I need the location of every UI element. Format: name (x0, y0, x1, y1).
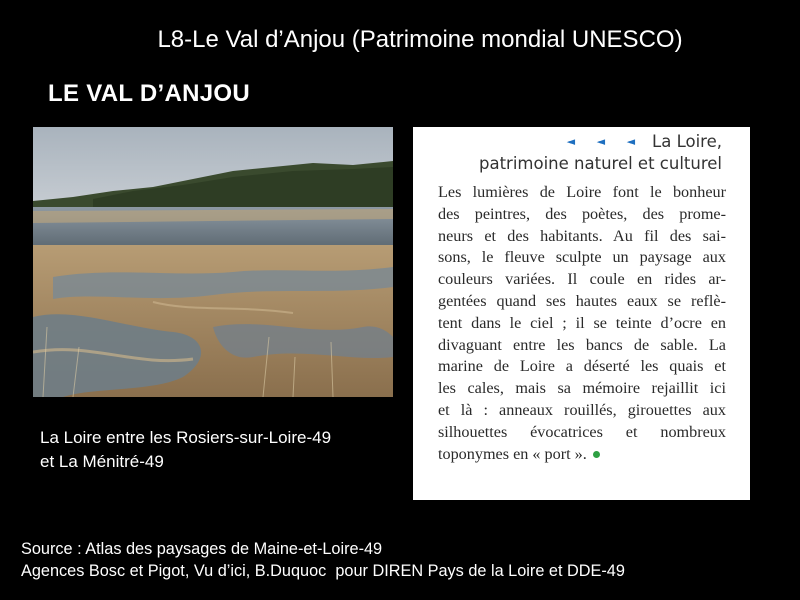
loire-photo (33, 127, 393, 397)
textbox-header-line-2: patrimoine naturel et culturel (479, 154, 722, 173)
textbox-line: Les lumières de Loire font le bonheur (438, 183, 726, 201)
caption-line-2: et La Ménitré-49 (40, 452, 164, 471)
caption-line-1: La Loire entre les Rosiers-sur-Loire-49 (40, 428, 332, 447)
textbox-line: divaguant entre les bancs de sable. La (438, 335, 726, 354)
textbox-line: les cales, mais sa mémoire rejaillit ici (438, 379, 726, 398)
textbox-line: neurs et des habitants. Au fil des sai- (438, 226, 726, 245)
textbox-line: marine de Loire a déserté les quais et (438, 357, 726, 376)
quote-textbox (413, 127, 750, 500)
slide-title: L8-Le Val d’Anjou (Patrimoine mondial UNESCO) (157, 26, 683, 53)
photo-caption (40, 426, 400, 474)
textbox-line: et là : anneaux rouillés, girouettes aux (438, 400, 726, 419)
textbox-line: sons, le fleuve sculpte un paysage aux (438, 248, 726, 267)
textbox-line-last (438, 444, 726, 466)
slide-subtitle: LE VAL D’ANJOU (48, 80, 251, 107)
source-credits (21, 538, 625, 582)
textbox-header (479, 131, 722, 175)
source-line-1: Source : Atlas des paysages de Maine-et-Loire-49 (21, 540, 383, 558)
left-arrows-icon: ◄ ◄ ◄ (566, 135, 645, 148)
textbox-body (438, 182, 726, 465)
textbox-line: gentées quand ses hautes eaux se reflè- (438, 291, 726, 310)
textbox-line-last-text: toponymes en « port ». (438, 444, 587, 463)
green-dot-icon (593, 451, 600, 458)
textbox-header-line-1: La Loire, (652, 132, 722, 151)
textbox-line: couleurs variées. Il coule en rides ar- (438, 270, 726, 289)
textbox-line: tent dans le ciel ; il se teinte d’ocre en (438, 313, 726, 332)
source-line-2: Agences Bosc et Pigot, Vu d’ici, B.Duquoc pour DIREN Pays de la Loire et DDE-49 (21, 562, 625, 580)
textbox-line: silhouettes évocatrices et nombreux (438, 422, 726, 441)
textbox-line: des peintres, des poètes, des prome- (438, 204, 726, 223)
